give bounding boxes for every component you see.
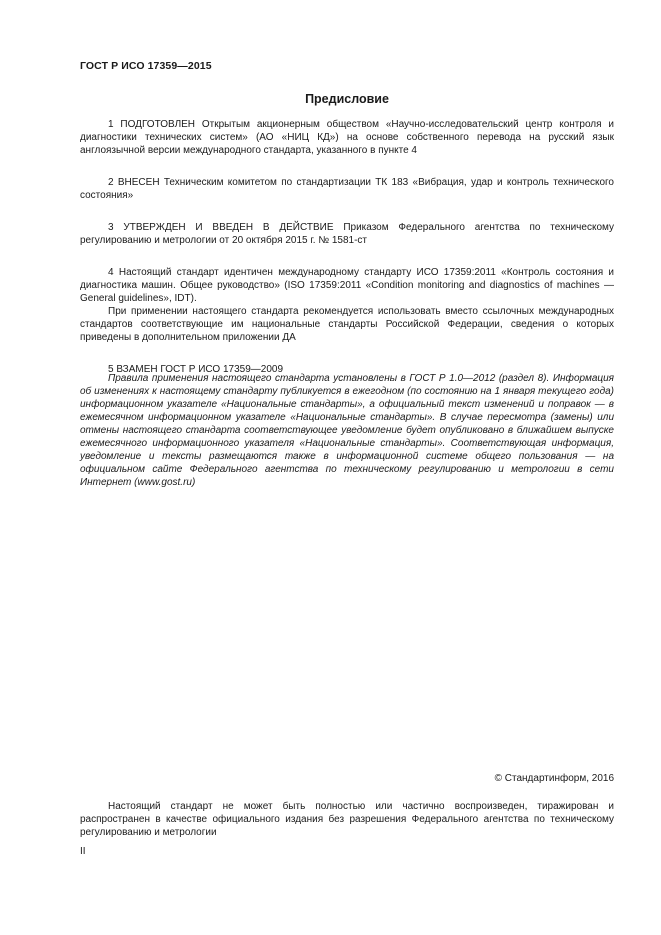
preface-content (80, 118, 614, 395)
page-title: Предисловие (305, 92, 389, 106)
preface-item-4-note: При применении настоящего стандарта рекомендуется использовать вместо ссылочных международных стандартов соответствующие им национальные стандарты Российской Федерации, сведения о которых приведены в дополнительном приложении ДА (80, 306, 614, 343)
preface-item-2: 2 ВНЕСЕН Техническим комитетом по стандартизации ТК 183 «Вибрация, удар и контроль технического состояния» (80, 177, 614, 201)
preface-item-3: 3 УТВЕРЖДЕН И ВВЕДЕН В ДЕЙСТВИЕ Приказом Федерального агентства по техническому регулированию и метрологии от 20 октября 2015 г. № 1581-ст (80, 222, 614, 246)
preface-item-1: 1 ПОДГОТОВЛЕН Открытым акционерным обществом «Научно-исследовательский центр контроля и диагностики технических систем» (АО «НИЦ КД») на основе собственного перевода на русский язык англоязычной версии международного стандарта, указанного в пункте 4 (80, 119, 614, 156)
standard-code-header: ГОСТ Р ИСО 17359—2015 (80, 60, 212, 72)
preface-item-4: 4 Настоящий стандарт идентичен международному стандарту ИСО 17359:2011 «Контроль состояния и диагностика машин. Общее руководство» (ISO 17359:2011 «Condition monitoring and diagnostics of machines — General guidelines», IDT). (80, 267, 614, 304)
reproduction-rights-notice: Настоящий стандарт не может быть полностью или частично воспроизведен, тиражирован и распространен в качестве официального издания без разрешения Федерального агентства по техническому регулированию и метрологии (80, 801, 614, 838)
copyright-notice: © Стандартинформ, 2016 (494, 773, 614, 784)
application-rules-note: Правила применения настоящего стандарта установлены в ГОСТ Р 1.0—2012 (раздел 8). Информация об изменениях к настоящему стандарту публикуется в ежегодном (по состоянию на 1 января текущего года) информационном указателе «Национальные стандарты», а официальный текст изменений и поправок — в ежемесячном информационном указателе «Национальные стандарты». В случае пересмотра (замены) или отмены настоящего стандарта соответствующее уведомление будет опубликовано в ближайшем выпуске ежемесячного информационного указателя «Национальные стандарты». Соответствующая информация, уведомление и тексты размещаются также в информационной системе общего пользования — на официальном сайте Федерального агентства по техническому регулированию и метрологии в сети Интернет (www.gost.ru) (80, 373, 614, 488)
preface-item-5: 5 ВЗАМЕН ГОСТ Р ИСО 17359—2009 (108, 364, 284, 375)
page-number: II (80, 846, 86, 857)
